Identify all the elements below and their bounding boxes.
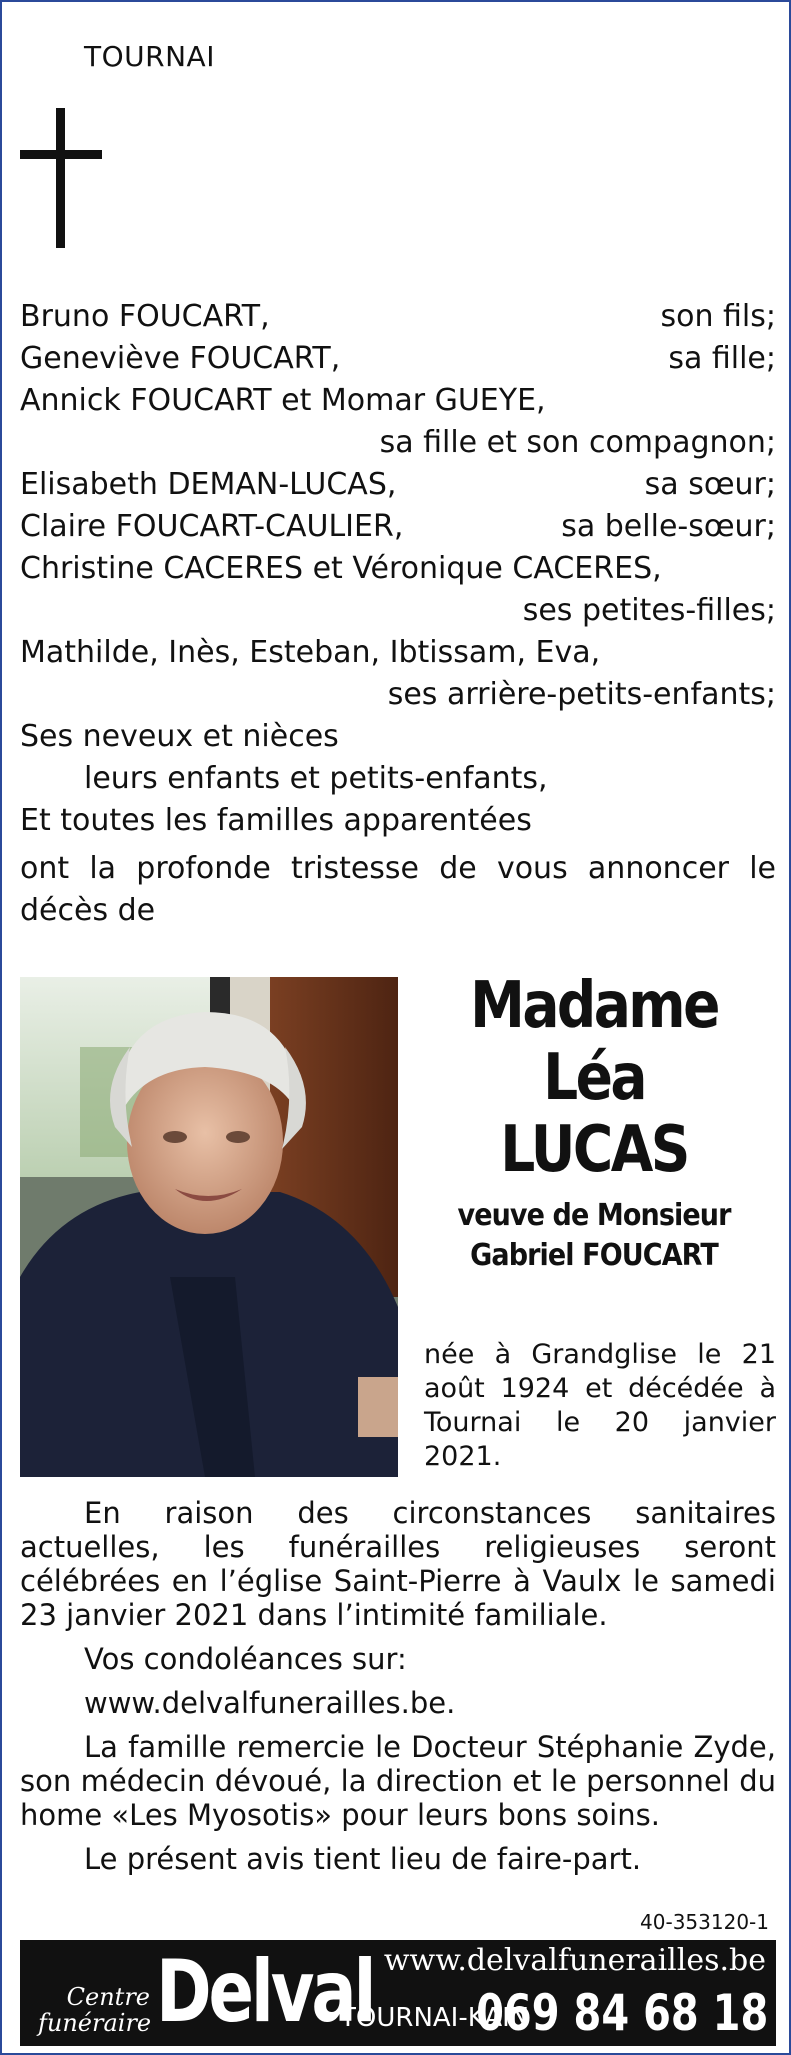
family-relation: son fils; (660, 299, 776, 334)
family-name: Geneviève FOUCART, (20, 341, 341, 376)
notice-paragraph: Le présent avis tient lieu de faire-part. (84, 1842, 642, 1876)
extended-family-line: Et toutes les familles apparentées (20, 803, 532, 838)
centre-line: Centre (66, 1983, 150, 2011)
family-name: Bruno FOUCART, (20, 299, 270, 334)
condolences-label: Vos condoléances sur: (84, 1642, 407, 1676)
funeral-details (20, 1496, 776, 1886)
family-name: Christine CACERES et Véronique CACERES, (20, 551, 662, 586)
funeral-home-website: www.delvalfunerailles.be (383, 1943, 766, 1978)
family-row (20, 338, 776, 380)
widow-line: Gabriel FOUCART (470, 1238, 718, 1273)
condolences-website: www.delvalfunerailles.be. (84, 1686, 456, 1720)
brand-logo: Delval (156, 1942, 374, 2042)
funeral-home-phone: 069 84 68 18 (475, 1984, 768, 2042)
deceased-name-block (412, 970, 776, 1276)
birth-death-text: née à Grandglise le 21 août 1924 et décédée à Tournai le 20 janvier 2021. (424, 1339, 776, 1472)
widow-line: veuve de Monsieur (457, 1198, 731, 1233)
funeral-home-banner (20, 1940, 776, 2046)
family-relation: sa sœur; (644, 467, 776, 502)
funeral-paragraph: En raison des circonstances sanitaires actuelles, les funérailles religieuses seront célébrées en l’église Saint-Pierre à Vaulx le samedi 23 janvier 2021 dans l’intimité familiale. (20, 1496, 776, 1632)
family-name: Mathilde, Inès, Esteban, Ibtissam, Eva, (20, 635, 601, 670)
thanks-paragraph: La famille remercie le Docteur Stéphanie Zyde, son médecin dévoué, la direction et le personnel du home «Les Myosotis» pour leurs bons soins. (20, 1730, 776, 1832)
funeral-home-location: TOURNAI-KAIN (340, 2003, 530, 2033)
family-list (20, 296, 776, 932)
family-relation: sa fille; (668, 341, 776, 376)
reference-number: 40-353120-1 (640, 1910, 769, 1934)
family-name: Claire FOUCART-CAULIER, (20, 509, 404, 544)
family-name: Elisabeth DEMAN-LUCAS, (20, 467, 397, 502)
family-row (20, 464, 776, 506)
cross-icon (20, 108, 102, 248)
family-relation: ses petites-filles; (522, 593, 776, 628)
deceased-last-name: LUCAS (500, 1113, 688, 1187)
family-row (20, 296, 776, 338)
city-heading: TOURNAI (84, 40, 215, 73)
announcement-intro: ont la profonde tristesse de vous annoncer le (20, 851, 776, 886)
extended-family-line: leurs enfants et petits-enfants, (84, 761, 548, 796)
family-relation: ses arrière-petits-enfants; (387, 677, 776, 712)
deceased-first-name: Léa (543, 1041, 645, 1115)
centre-funeraire-label (38, 1984, 150, 2036)
family-relation: sa fille et son compagnon; (379, 425, 776, 460)
deceased-photo (20, 977, 398, 1477)
deceased-title: Madame (470, 969, 718, 1043)
family-relation: sa belle-sœur; (561, 509, 776, 544)
family-name: Annick FOUCART et Momar GUEYE, (20, 383, 546, 418)
extended-family-line: Ses neveux et nièces (20, 719, 339, 754)
centre-line: funéraire (38, 2009, 152, 2037)
family-row (20, 506, 776, 548)
announcement-intro-end: décès de (20, 893, 156, 928)
